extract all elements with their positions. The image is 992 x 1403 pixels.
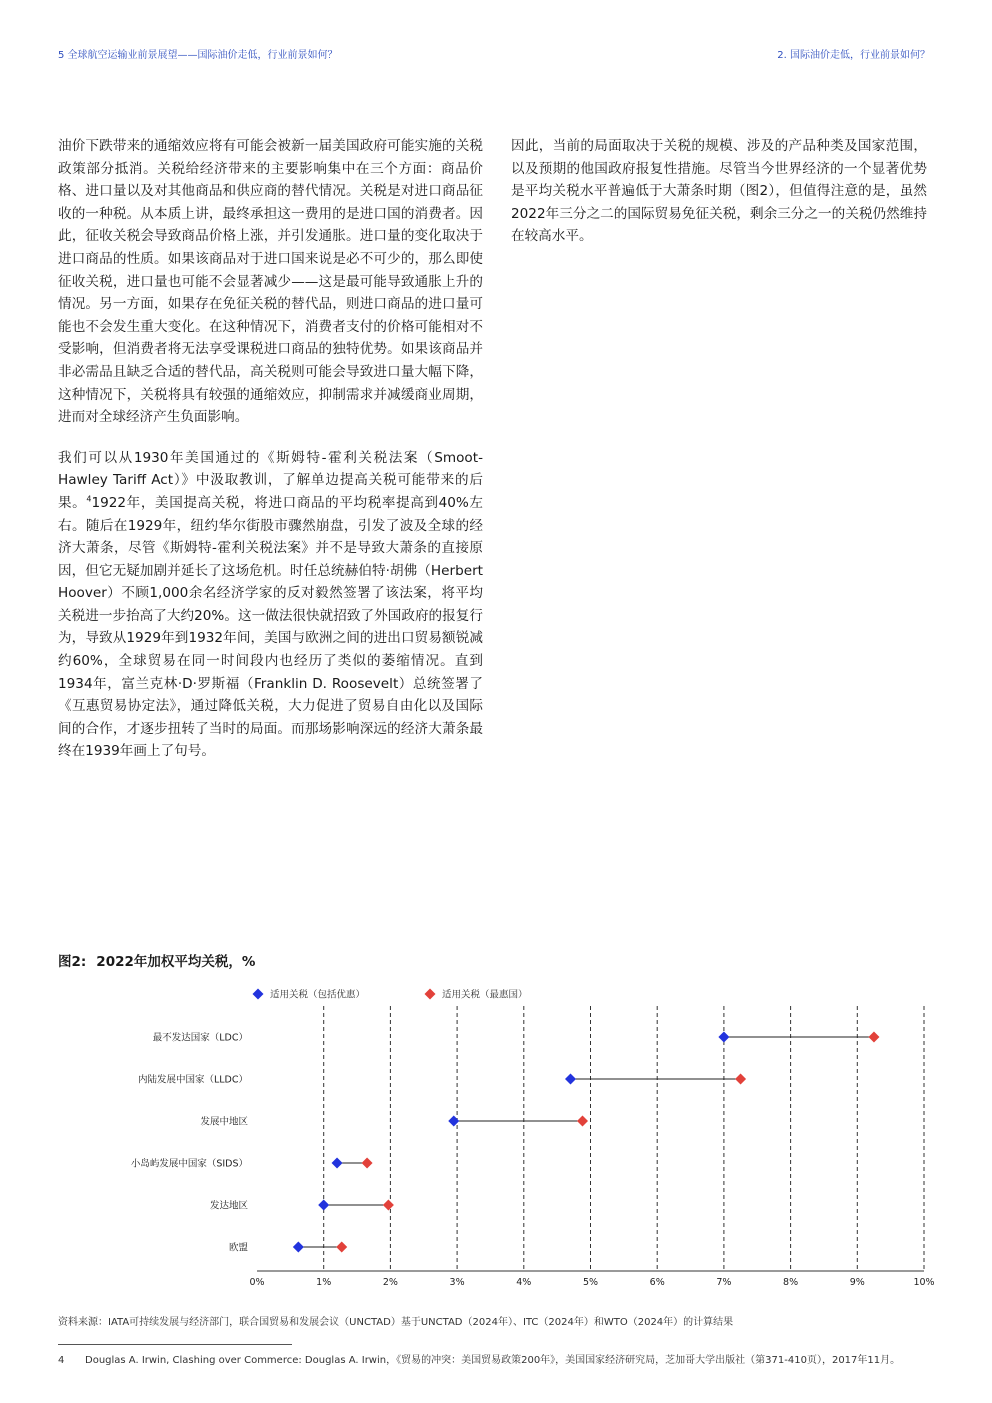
footnote-number: 4 [58, 1355, 65, 1366]
x-tick-label: 9% [849, 1277, 865, 1288]
data-point-series-2 [383, 1200, 394, 1211]
category-label: 发展中地区 [200, 1116, 248, 1128]
x-tick-label: 6% [649, 1277, 665, 1288]
paragraph-inflation: 油价下跌带来的通缩效应将有可能会被新一届美国政府可能实施的关税政策部分抵消。关税给经济带来的主要影响集中在三个方面：商品价格、进口量以及对其他商品和供应商的替代情况。关税是对进口商品征收的一种税。从本质上讲，最终承担这一费用的是进口国的消费者。因此，征收关税会导致商品价格上涨，并引发通胀。进口量的变化取决于进口商品的性质。如果该商品对于进口国来说是必不可少的，那么即使征收关税，进口量也可能不会显著减少——这是最可能导致通胀上升的情况。另一方面，如果存在免征关税的替代品，则进口商品的进口量可能也不会发生重大变化。在这种情况下，消费者支付的价格可能相对不受影响，但消费者将无法享受课税进口商品的独特优势。如果该商品并非必需品且缺乏合适的替代品，高关税则可能会导致进口量大幅下降，这种情况下，关税将具有较强的通缩效应，抑制需求并减缓商业周期，进而对全球经济产生负面影响。 [58, 138, 483, 426]
footnote [58, 1353, 928, 1369]
x-tick-label: 7% [716, 1277, 732, 1288]
x-tick-label: 3% [449, 1277, 465, 1288]
data-point-series-2 [735, 1074, 746, 1085]
paragraph-smoot-hawley-part2: 1922年，美国提高关税，将进口商品的平均税率提高到40%左右。随后在1929年，纽约华尔街股市骤然崩盘，引发了波及全球的经济大萧条，尽管《斯姆特-霍利关税法案》并不是导致大萧条的直接原因，但它无疑加剧并延长了这场危机。时任总统赫伯特·胡佛（Herbert Hoover）不顾1,000余名经济学家的反对毅然签署了该法案，将平均关税进一步抬高了大约20%。这一做法很快就招致了外国政府的报复行为，导致从1929年到1932年间，美国与欧洲之间的进出口贸易额锐减约60%，全球贸易在同一时间段内也经历了类似的萎缩情况。直到1934年，富兰克林·D·罗斯福（Franklin D. Roosevelt）总统签署了《互惠贸易协定法》，通过降低关税，大力促进了贸易自由化以及国际间的合作，才逐步扭转了当时的局面。而那场影响深远的经济大萧条最终在1939年画上了句号。 [58, 494, 484, 760]
data-point-series-1 [318, 1200, 329, 1211]
data-point-series-2 [868, 1032, 879, 1043]
x-tick-label: 10% [913, 1277, 935, 1288]
paragraph-smoot-hawley-part1: 我们可以从1930年美国通过的《斯姆特-霍利关税法案（Smoot-Hawley Tariff Act）》中汲取教训，了解单边提高关税可能带来的后果。 [58, 449, 483, 511]
category-label: 小岛屿发展中国家（SIDS） [130, 1158, 248, 1170]
footnote-text: Douglas A. Irwin, Clashing over Commerce: Douglas A. Irwin，《贸易的冲突：美国贸易政策200年》，美国国家经济研究局，芝加哥大学出版社（第371-410页），2017年11月。 [85, 1355, 901, 1366]
data-point-series-1 [565, 1074, 576, 1085]
category-label: 欧盟 [228, 1242, 248, 1254]
figure-label: 图2: [58, 954, 87, 970]
data-point-series-2 [362, 1158, 373, 1169]
body-column-right [511, 135, 927, 266]
legend-label-1: 适用关税（包括优惠） [270, 989, 366, 1001]
data-point-series-2 [577, 1116, 588, 1127]
source-note: 资料来源：IATA可持续发展与经济部门，联合国贸易和发展会议（UNCTAD）基于UNCTAD（2024年）、ITC（2024年）和WTO（2024年）的计算结果 [58, 1317, 734, 1328]
paragraph-current-situation: 因此，当前的局面取决于关税的规模、涉及的产品种类及国家范围，以及预期的他国政府报复性措施。尽管当今世界经济的一个显著优势是平均关税水平普遍低于大萧条时期（图2），但值得注意的是，虽然2022年三分之二的国际贸易免征关税，剩余三分之一的关税仍然维持在较高水平。 [511, 138, 927, 245]
figure-caption: 2022年加权平均关税，% [96, 954, 256, 970]
data-point-series-1 [448, 1116, 459, 1127]
tariff-dot-chart [58, 978, 938, 1296]
paragraph-smoot-hawley [58, 447, 483, 763]
legend-marker-2 [425, 989, 436, 1000]
running-header-right: 2. 国际油价走低，行业前景如何？ [777, 50, 930, 61]
x-tick-label: 5% [582, 1277, 599, 1288]
x-tick-label: 4% [516, 1277, 532, 1288]
x-tick-label: 2% [382, 1277, 398, 1288]
x-tick-label: 8% [783, 1277, 799, 1288]
body-column-left [58, 135, 483, 781]
figure-title [58, 950, 255, 970]
data-point-series-1 [332, 1158, 343, 1169]
x-tick-label: 0% [249, 1277, 265, 1288]
data-point-series-2 [336, 1242, 347, 1253]
running-header-left: 5 全球航空运输业前景展望——国际油价走低，行业前景如何？ [58, 50, 338, 61]
category-label: 发达地区 [209, 1200, 248, 1212]
data-point-series-1 [718, 1032, 729, 1043]
data-point-series-1 [293, 1242, 304, 1253]
x-tick-label: 1% [316, 1277, 332, 1288]
legend-label-2: 适用关税（最惠国） [442, 989, 528, 1001]
footnote-divider [58, 1344, 292, 1345]
legend-marker-1 [253, 989, 264, 1000]
category-label: 内陆发展中国家（LLDC） [137, 1074, 248, 1086]
footnote-ref[interactable]: 4 [86, 494, 92, 504]
category-label: 最不发达国家（LDC） [152, 1032, 248, 1044]
